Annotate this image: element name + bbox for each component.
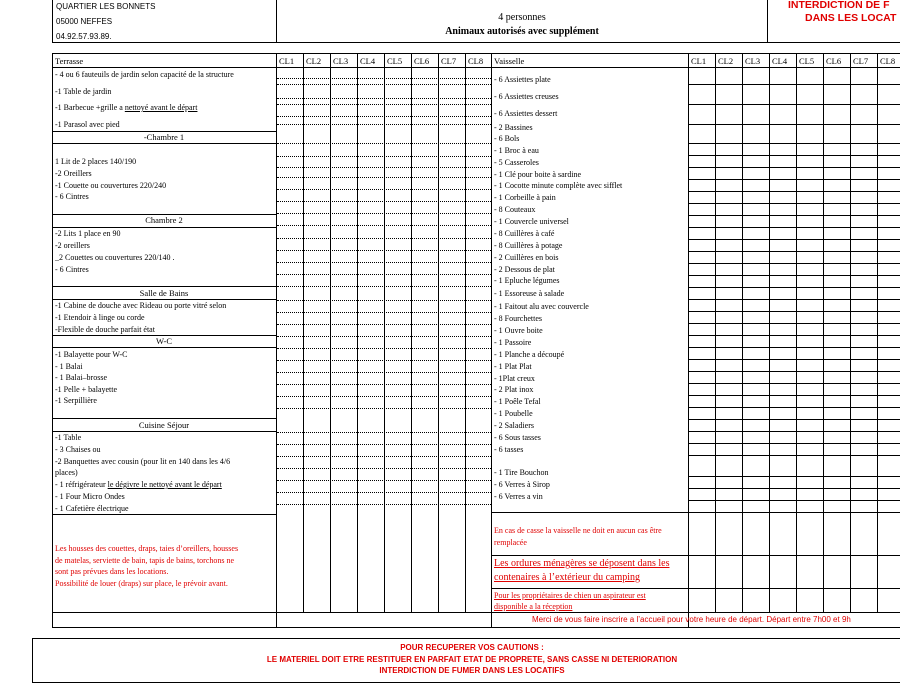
vaisselle-item: - 8 Cuillères à potage	[494, 241, 563, 250]
chambre2-item: - 6 Cintres	[55, 265, 89, 274]
vaisselle-item: - 1 Epluche légumes	[494, 276, 560, 285]
vaisselle-item: - 6 Assiettes dessert	[494, 109, 558, 118]
vaisselle-item: - 6 Sous tasses	[494, 433, 541, 442]
cuisine-item: - 3 Chaises ou	[55, 445, 101, 454]
linen-note: sont pas prévues dans les locations.	[55, 567, 169, 576]
vaisselle-item: - 8 Fourchettes	[494, 314, 542, 323]
footer-line: POUR RECUPERER VOS CAUTIONS :	[400, 643, 544, 652]
col-cl8: CL8	[468, 56, 484, 66]
chambre1-item: -1 Couette ou couvertures 220/240	[55, 181, 167, 190]
vaisselle-item: - 1 Poêle Tefal	[494, 397, 541, 406]
wc-title: W-C	[155, 336, 173, 346]
col-cl5: CL5	[387, 56, 403, 66]
casse-note: En cas de casse la vaisselle ne doit en aucun cas être	[494, 526, 662, 535]
linen-note: de matelas, serviette de bain, tapis de bains, torchons ne	[55, 556, 235, 565]
vaisselle-item: - 6 Verres à Sirop	[494, 480, 550, 489]
vaisselle-item: - 1 Couvercle universel	[494, 217, 569, 226]
col-cl3: CL3	[333, 56, 349, 66]
footer-line: INTERDICTION DE FUMER DANS LES LOCATIFS	[379, 666, 565, 675]
terrasse-item: -1 Table de jardin	[55, 87, 112, 96]
chien-note: disponible a la réception	[494, 602, 573, 611]
wc-item: -1 Balayette pour W-C	[55, 350, 128, 359]
col-cl6: CL6	[826, 56, 842, 66]
address-box	[52, 0, 277, 43]
cuisine-item: -1 Table	[55, 433, 82, 442]
vaisselle-item: - 2 Plat inox	[494, 385, 534, 394]
depart-note: Merci de vous faire inscrire a l’accueil pour votre heure de départ. Départ entre 7h00 et 9h	[532, 615, 851, 624]
vaisselle-item: - 2 Dessous de plat	[494, 265, 555, 274]
vaisselle-item: - 6 Assiettes plate	[494, 75, 551, 84]
chambre2-item: -2 Lits 1 place en 90	[55, 229, 121, 238]
col-cl2: CL2	[718, 56, 734, 66]
col-cl7: CL7	[441, 56, 457, 66]
cuisine-item: - 1 Four Micro Ondes	[55, 492, 125, 501]
wc-item: - 1 Balai	[55, 362, 83, 371]
ordures-note: Les ordures ménagères se déposent dans les	[494, 558, 670, 569]
ordures-note: contenaires à l’extérieur du camping	[494, 572, 641, 583]
cuisine-item: places)	[55, 468, 78, 477]
animals-label: Animaux autorisés avec supplément	[445, 26, 599, 37]
wc-item: - 1 Balai–brosse	[55, 373, 107, 382]
chambre1-title: -Chambre 1	[143, 132, 185, 142]
vaisselle-item: - 1 Broc à eau	[494, 146, 539, 155]
col-cl3: CL3	[745, 56, 761, 66]
cuisine-item: -2 Banquettes avec cousin (pour lit en 140 dans les 4/6	[55, 457, 231, 466]
cuisine-item: - 1 Cafetière électrique	[55, 504, 129, 513]
vaisselle-item: - 1 Clé pour boite à sardine	[494, 170, 582, 179]
vaisselle-item: - 1 Essoreuse à salade	[494, 289, 565, 298]
cuisine-item: - 1 réfrigérateur le dégivre le nettoyé avant le départ	[55, 480, 222, 489]
terrasse-item: -1 Barbecue +grille a nettoyé avant le départ	[55, 103, 198, 112]
chambre2-title: Chambre 2	[145, 215, 183, 225]
sdb-item: -1 Cabine de douche avec Rideau ou porte vitré selon	[55, 301, 227, 310]
col-cl1: CL1	[691, 56, 707, 66]
col-cl8: CL8	[880, 56, 896, 66]
interdiction-line: INTERDICTION DE F	[788, 0, 890, 11]
vaisselle-item: - 6 Bols	[494, 134, 520, 143]
address-line: QUARTIER LES BONNETS	[56, 2, 156, 11]
persons-label: 4 personnes	[498, 12, 546, 23]
sdb-title: Salle de Bains	[139, 288, 189, 298]
casse-note: remplacée	[494, 538, 527, 547]
vaisselle-item: - 8 Cuillères à café	[494, 229, 555, 238]
chambre1-item: -2 Oreillers	[55, 169, 92, 178]
chambre2-item: _2 Couettes ou couvertures 220/140 .	[55, 253, 175, 262]
chambre1-item: - 6 Cintres	[55, 192, 89, 201]
col-cl2: CL2	[306, 56, 322, 66]
chambre1-item: 1 Lit de 2 places 140/190	[55, 157, 137, 166]
vaisselle-item: - 5 Casseroles	[494, 158, 539, 167]
linen-note: Possibilité de louer (draps) sur place, le prévoir avant.	[55, 579, 228, 588]
vaisselle-item: - 8 Couteaux	[494, 205, 536, 214]
vaisselle-item: - 1 Poubelle	[494, 409, 533, 418]
vaisselle-item: - 6 Verres a vin	[494, 492, 543, 501]
col-cl4: CL4	[360, 56, 376, 66]
interdiction-box	[767, 0, 900, 43]
vaisselle-item: - 1 Ouvre boite	[494, 326, 543, 335]
vaisselle-item: - 6 tasses	[494, 445, 524, 454]
terrasse-header: Terrasse	[55, 56, 84, 66]
vaisselle-header: Vaisselle	[494, 56, 525, 66]
vaisselle-item: - 2 Cuillères en bois	[494, 253, 559, 262]
col-cl5: CL5	[799, 56, 815, 66]
phone-line: 04.92.57.93.89.	[56, 32, 112, 41]
interdiction-line: DANS LES LOCAT	[805, 12, 897, 24]
footer-line: LE MATERIEL DOIT ETRE RESTITUER EN PARFAIT ETAT DE PROPRETE, SANS CASSE NI DETERIORATION	[266, 655, 678, 664]
wc-item: -1 Serpillière	[55, 396, 97, 405]
title-box	[276, 0, 768, 43]
sdb-item: -1 Etendoir à linge ou corde	[55, 313, 145, 322]
vaisselle-item: - 1Plat creux	[494, 374, 535, 383]
vaisselle-item: - 6 Assiettes creuses	[494, 92, 559, 101]
wc-item: -1 Pelle + balayette	[55, 385, 118, 394]
footer-box	[32, 638, 900, 683]
linen-note: Les housses des couettes, draps, taies d’oreillers, housses	[55, 544, 239, 553]
col-cl6: CL6	[414, 56, 430, 66]
vaisselle-item: - 1 Faitout alu avec couvercle	[494, 302, 589, 311]
address-line: 05000 NEFFES	[56, 17, 113, 26]
vaisselle-item: - 1 Plat Plat	[494, 362, 532, 371]
vaisselle-item: - 2 Bassines	[494, 123, 533, 132]
sdb-item: -Flexible de douche parfait état	[55, 325, 155, 334]
vaisselle-item: - 2 Saladiers	[494, 421, 534, 430]
col-cl1: CL1	[279, 56, 295, 66]
col-cl7: CL7	[853, 56, 869, 66]
cuisine-title: Cuisine Séjour	[138, 420, 190, 430]
chambre2-item: -2 oreillers	[55, 241, 90, 250]
col-cl4: CL4	[772, 56, 788, 66]
terrasse-item: - 4 ou 6 fauteuils de jardin selon capacité de la structure	[55, 70, 234, 79]
vaisselle-item: - 1 Corbeille à pain	[494, 193, 556, 202]
vaisselle-item: - 1 Cocotte minute complète avec sifflet	[494, 181, 623, 190]
vaisselle-item: - 1 Passoire	[494, 338, 532, 347]
vaisselle-item: - 1 Tire Bouchon	[494, 468, 549, 477]
vaisselle-item: - 1 Planche a découpé	[494, 350, 565, 359]
chien-note: Pour les propriétaires de chien un aspirateur est	[494, 591, 646, 600]
terrasse-item: -1 Parasol avec pied	[55, 120, 120, 129]
